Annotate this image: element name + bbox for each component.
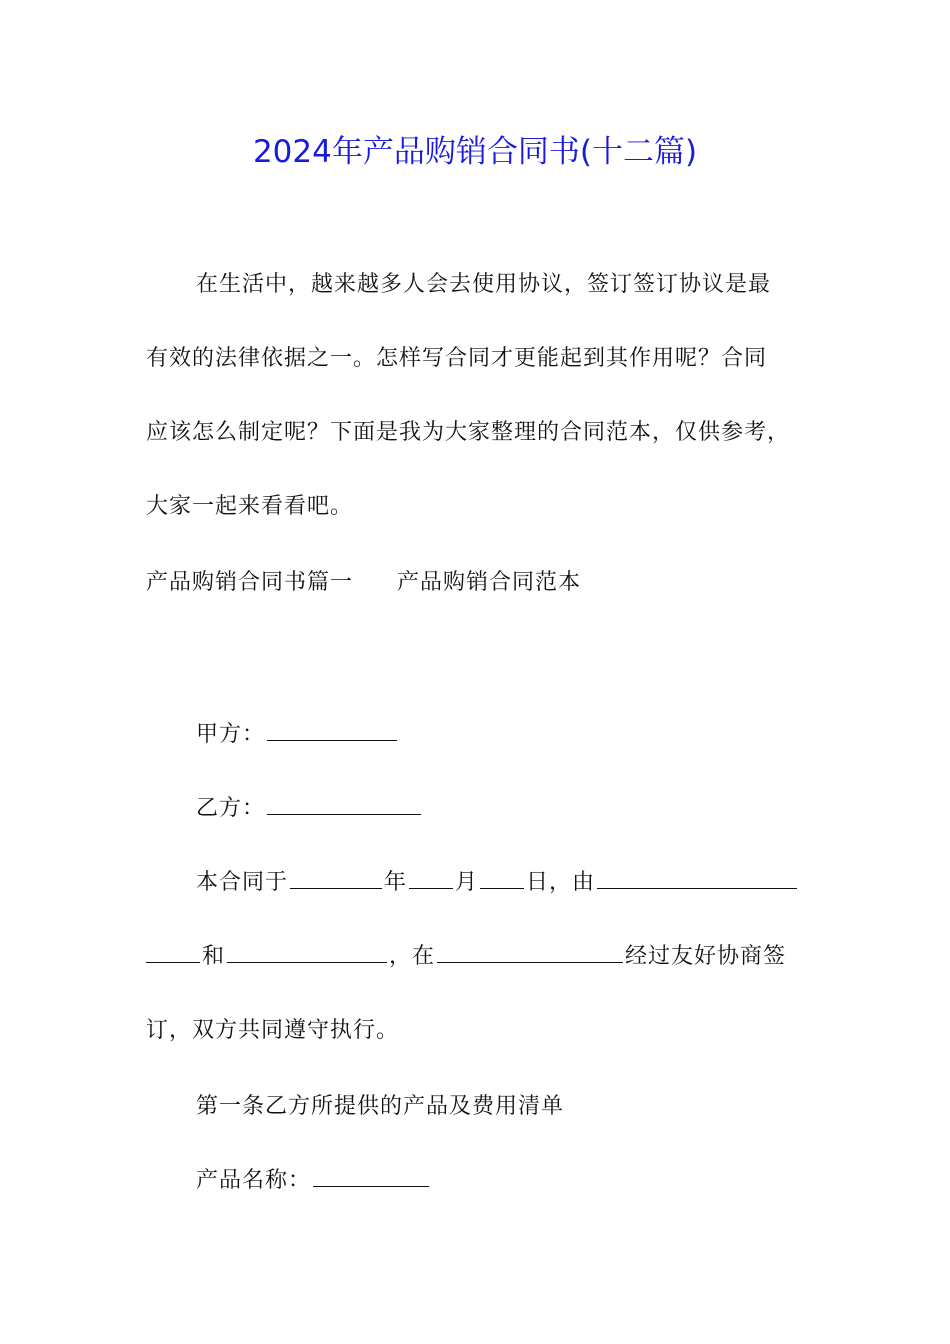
intro-line-1: 在生活中，越来越多人会去使用协议，签订签订协议是最 (196, 272, 772, 297)
party-a-label: 甲方： (196, 722, 266, 747)
section-heading (146, 566, 581, 600)
contract-end-line: 订，双方共同遵守执行。 (146, 1018, 400, 1043)
party-b-row (196, 792, 423, 826)
contract-tail: 经过友好协商签 (625, 944, 787, 969)
month-blank[interactable] (409, 866, 453, 889)
document-title: 2024年产品购销合同书(十二篇) (252, 134, 698, 170)
intro-line-2: 有效的法律依据之一。怎样写合同才更能起到其作用呢？合同 (146, 346, 768, 371)
year-blank[interactable] (290, 866, 382, 889)
party-one-blank-cont[interactable] (146, 940, 200, 963)
day-label: 日，由 (526, 870, 596, 895)
intro-line-4: 大家一起来看看吧。 (146, 494, 354, 519)
party-a-row (196, 718, 399, 752)
product-name-blank[interactable] (313, 1164, 429, 1187)
contract-prefix: 本合同于 (196, 870, 289, 895)
party-two-blank[interactable] (227, 940, 387, 963)
at-label: ，在 (389, 944, 436, 969)
contract-parties-row (146, 940, 786, 974)
section-name-label: 产品购销合同范本 (397, 570, 582, 595)
and-label: 和 (202, 944, 226, 969)
contract-date-row (196, 866, 799, 900)
year-label: 年 (384, 870, 408, 895)
month-label: 月 (455, 870, 479, 895)
place-blank[interactable] (437, 940, 623, 963)
intro-line-3: 应该怎么制定呢？下面是我为大家整理的合同范本，仅供参考， (146, 420, 791, 445)
product-name-row (196, 1164, 431, 1198)
day-blank[interactable] (480, 866, 524, 889)
party-b-blank[interactable] (267, 792, 421, 815)
section-part-label: 产品购销合同书篇一 (146, 570, 354, 595)
party-one-blank[interactable] (597, 866, 797, 889)
party-a-blank[interactable] (267, 718, 397, 741)
article-one-heading: 第一条乙方所提供的产品及费用清单 (196, 1094, 565, 1119)
party-b-label: 乙方： (196, 796, 266, 821)
product-name-label: 产品名称： (196, 1168, 312, 1193)
